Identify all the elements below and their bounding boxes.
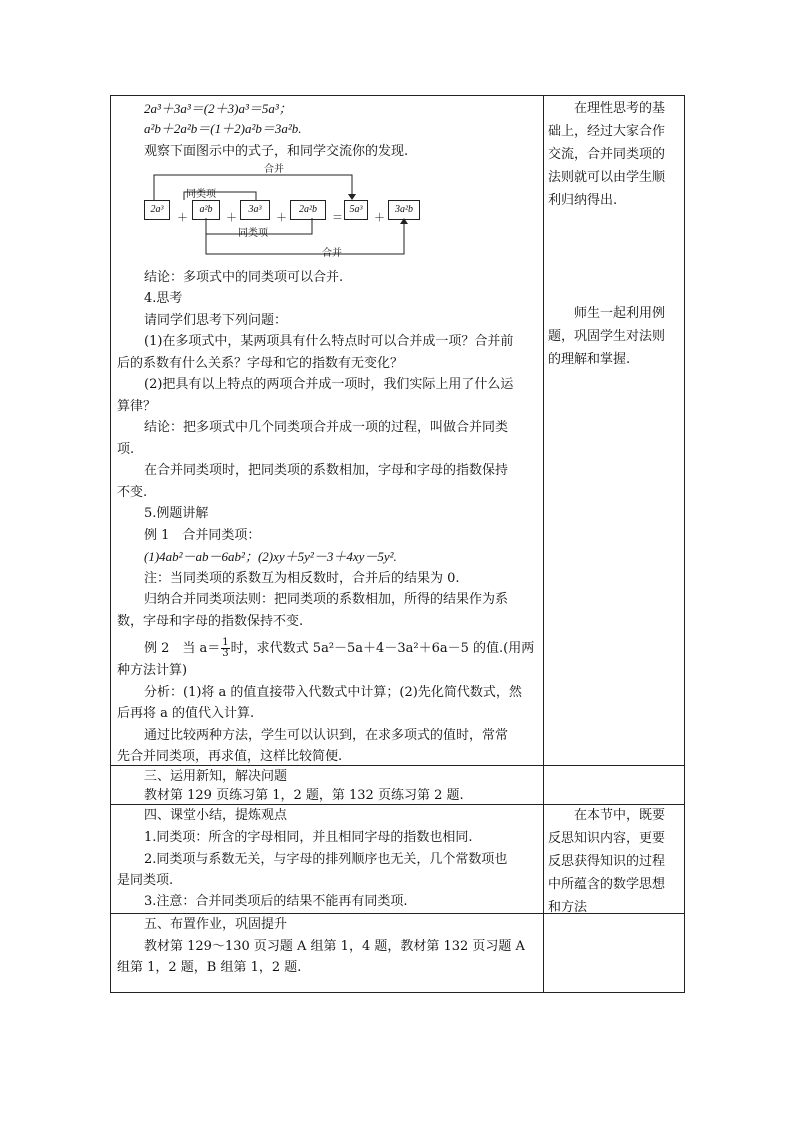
term-box: 2a²b xyxy=(290,200,326,220)
example-1-items: (1)4ab²－ab－6ab²；(2)xy＋5y²－3＋4xy－5y². xyxy=(144,549,397,564)
term-box: a²b xyxy=(192,200,220,220)
diagram-label-like-terms: 同类项 xyxy=(238,228,268,239)
rule-1b: 不变. xyxy=(117,485,148,500)
note-text: 注：当同类项的系数互为相反数时，合并后的结果为 0. xyxy=(144,571,460,586)
compare-2: 先合并同类项，再求值，这样比较简便. xyxy=(117,749,343,764)
compare-1: 通过比较两种方法，学生可以认识到，在求多项式的值时，常常 xyxy=(144,728,509,743)
example-2-b: 种方法计算) xyxy=(117,663,188,678)
section-3-body: 教材第 129 页练习第 1，2 题，第 132 页练习第 2 题. xyxy=(144,788,464,803)
note-line: 反思获得知识的过程 xyxy=(548,854,666,869)
rule-1a: 在合并同类项时，把同类项的系数相加，字母和字母的指数保持 xyxy=(144,463,509,478)
fraction-numerator: 1 xyxy=(222,637,229,648)
note-line: 在理性思考的基 xyxy=(574,101,666,116)
section-5-title: 五、布置作业，巩固提升 xyxy=(144,917,288,932)
term-box: 3a³ xyxy=(240,200,270,220)
conclusion-2b: 项. xyxy=(117,442,135,457)
section-5-line-a: 教材第 129～130 页习题 A 组第 1，4 题，教材第 132 页习题 A xyxy=(144,939,525,954)
heading-5: 5.例题讲解 xyxy=(144,506,209,521)
analysis-2: 后再将 a 的值代入计算. xyxy=(117,706,255,721)
section-4-item-2a: 2.同类项与系数无关，与字母的排列顺序也无关，几个常数项也 xyxy=(144,852,508,867)
section-4-item-2b: 是同类项. xyxy=(117,873,174,888)
side-note-2 xyxy=(548,302,680,371)
side-note-1 xyxy=(548,97,680,212)
question-1a: (1)在多项式中，某两项具有什么特点时可以合并成一项？合并前 xyxy=(144,334,514,349)
ask-text: 请同学们思考下列问题： xyxy=(144,313,288,328)
plus-sign: ＋ xyxy=(374,211,385,224)
column-divider xyxy=(543,96,544,992)
heading-4: 4.思考 xyxy=(144,291,183,306)
question-2b: 算律？ xyxy=(117,399,157,414)
question-2a: (2)把具有以上特点的两项合并成一项时，我们实际上用了什么运 xyxy=(144,377,514,392)
note-line: 础上，经过大家合作 xyxy=(548,124,666,139)
note-line: 的理解和掌握. xyxy=(548,352,631,367)
section-4-item-3: 3.注意：合并同类项后的结果不能再有同类项. xyxy=(144,894,408,909)
conclusion-1: 结论：多项式中的同类项可以合并. xyxy=(144,270,344,285)
diagram-label-merge-top: 合并 xyxy=(264,164,284,175)
question-1b: 后的系数有什么关系？字母和它的指数有无变化？ xyxy=(117,356,404,371)
example-2-suffix: 时，求代数式 5a²－5a＋4－3a²＋6a－5 的值.(用两 xyxy=(230,641,535,656)
equation-2: a²b＋2a²b＝(1＋2)a²b＝3a²b. xyxy=(144,121,302,136)
equation-1: 2a³＋3a³＝(2＋3)a³＝5a³； xyxy=(144,101,292,116)
analysis-1: 分析：(1)将 a 的值直接带入代数式中计算；(2)先化简代数式，然 xyxy=(144,685,522,700)
lesson-table xyxy=(110,95,685,993)
fraction xyxy=(221,638,229,659)
section-3-title: 三、运用新知，解决问题 xyxy=(144,769,288,784)
section-4-title: 四、课堂小结，提炼观点 xyxy=(144,808,288,823)
diagram-label-merge-bottom: 合并 xyxy=(322,248,342,259)
section-4-item-1: 1.同类项：所含的字母相同，并且相同字母的指数也相同. xyxy=(144,830,473,845)
observe-text: 观察下面图示中的式子，和同学交流你的发现. xyxy=(144,144,409,159)
equals-sign: ＝ xyxy=(332,211,343,224)
term-box: 2a³ xyxy=(144,200,170,220)
example-1: 例 1 合并同类项： xyxy=(144,528,261,543)
note-line: 交流，合并同类项的 xyxy=(548,147,666,162)
rule-summary-b: 数，字母和字母的指数保持不变. xyxy=(117,614,304,629)
fraction-denominator: 3 xyxy=(222,648,229,659)
note-line: 师生一起利用例 xyxy=(574,306,666,321)
like-terms-diagram xyxy=(144,158,434,268)
note-line: 题，巩固学生对法则 xyxy=(548,329,666,344)
side-note-3 xyxy=(548,804,680,919)
note-line: 利归纳得出. xyxy=(548,193,618,208)
note-line: 中所蕴含的数学思想 xyxy=(548,877,666,892)
example-2-prefix: 例 2 当 a＝ xyxy=(144,641,221,656)
plus-sign: ＋ xyxy=(177,211,188,224)
diagram-label-like-terms: 同类项 xyxy=(186,189,216,200)
conclusion-2a: 结论：把多项式中几个同类项合并成一项的过程，叫做合并同类 xyxy=(144,420,509,435)
example-2 xyxy=(144,637,534,661)
note-line: 在本节中，既要 xyxy=(574,808,666,823)
note-line: 法则就可以由学生顺 xyxy=(548,170,666,185)
plus-sign: ＋ xyxy=(276,211,287,224)
rule-summary-a: 归纳合并同类项法则：把同类项的系数相加，所得的结果作为系 xyxy=(144,592,509,607)
note-line: 反思知识内容，更要 xyxy=(548,831,666,846)
plus-sign: ＋ xyxy=(226,211,237,224)
section-5-line-b: 组第 1，2 题，B 组第 1，2 题. xyxy=(117,960,302,975)
term-box: 3a²b xyxy=(388,200,420,220)
note-line: 和方法 xyxy=(548,900,588,915)
term-box: 5a³ xyxy=(344,200,368,220)
